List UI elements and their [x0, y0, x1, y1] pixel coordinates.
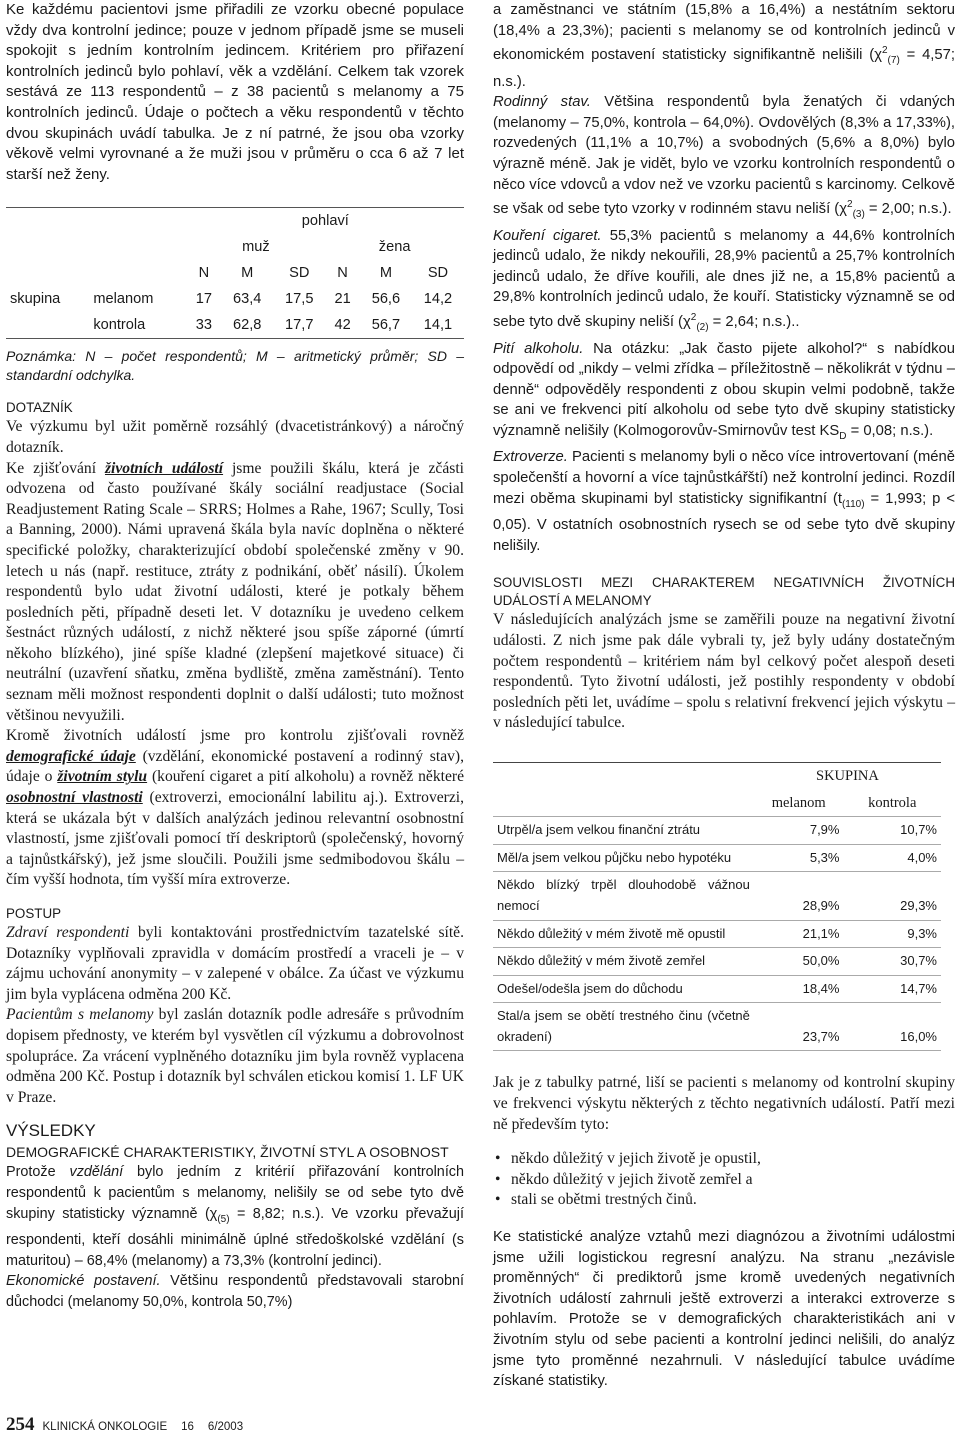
right-p7: Jak je z tabulky patrné, liší se pacienti s melanomy od kontrolní skupiny ve frekvenci výskytu některých z těchto negativních událostí. Patří mezi ně především tyto:: [493, 1074, 955, 1133]
journal-volume: 16: [181, 1421, 194, 1433]
postup-p2: Pacientům s melanomy byl zaslán dotazník podle adresáře s průvodním dopisem přednosty, ve kterém byl vysvětlen cíl výzkumu a dobrovolnost spolupráce. Za vrácení vyplněného dotazníku jim byla rovněž vyplacena odměna 200 Kč. Postup i dotazník byl schválen etickou komisí 1. LF UK v Praze.: [6, 1006, 464, 1106]
vysledky-heading: VÝSLEDKY: [6, 1121, 96, 1141]
table-row: Měl/a jsem velkou půjčku nebo hypotéku 5,3% 4,0%: [493, 844, 941, 872]
table-row: Někdo důležitý v mém životě zemřel 50,0% 30,7%: [493, 948, 941, 976]
right-p2: Rodinný stav. Většina respondentů byla ženatých či vdaných (melanomy – 75,0%, kontrola – 64,0%). Ovdovělých (8,3% a 17,33%), rozvedených (11,1% a 10,7%) a svobodných (5,6% a 8,0%) bylo výrazně méně. Jak je vidět, bylo ve vzorku kontrolních respondentů o něco více vdovců a vdov než ve vzorku pacientů s karcinomy. Celkově se však od sebe tyto vzorky v rodinném stavu neliší ($\chi^2_{(3)} = 2,00$; n.s.).: [493, 94, 955, 221]
table1-cell: 56,6: [371, 291, 401, 308]
dotaznik-p2: Ke zjišťování životních událostí jsme použili škálu, která je zčásti odvozena od často používané škály sociální readjustace (Social Readjustement Rating Scale – SRRS; Holmes a Rahe, 1967; Scully, Tosi a Banning, 2000). Námi upravená škála byla navíc doplněna o některé specifické položky, charakterizující období společenské změny v 90. letech u nás (např. restituce, ztráty z podnikání, oběť násilí). Úkolem respondentů bylo udat životní události, které je potkaly během posledních pěti, případně deseti let. V dotazníku je uvedeno celkem šestnáct různých událostí, z nichž některé jsou spíše záporné (úmrtí někoho blízkého), jiné spíše kladné (zlepšení majetkové situace) či neutrální (uzavření sňatku, změna bydliště, změna zaměstnání). Tento seznam měli možnost respondenti doplnit o další události; tuto možnost většinou nevyužili.: [6, 459, 464, 724]
right-p5: Extroverze. Pacienti s melanomy byli o něco více introvertovaní (méně společenští a hovorní a více tajnůstkářští) než kontrolní jedinci. Rozdíl mezi oběma skupinami byl statisticky signifikantní ($t_{(110)} = 1,993$; p < 0,05). V ostatních osobnostních rysech se od sebe tyto dvě skupiny nelišily.: [493, 449, 955, 554]
table1-cell: 17,7: [285, 317, 314, 334]
table1-cell: 21: [334, 291, 351, 308]
table1-row-name: kontrola: [93, 317, 146, 334]
demo-p1: Protože vzdělání bylo jedním z kritérií přiřazování kontrolních respondentů k pacientům s melanomy, nelišily se od sebe tyto dvě skupiny statisticky významně ($\chi_{(5)} = 8,82$; n.s.). Ve vzorku převažují respondenti, kteří dosáhli minimálně úplné středoškolské vzdělání (s maturitou) – 68,4% (melanomy) a 73,3% (kontrolní jedinci).: [6, 1164, 465, 1269]
dotaznik-p3: Kromě životních událostí jsme pro kontrolu zjišťovali rovněž demografické údaje (vzdělání, ekonomické postavení a rodinný stav), údaje o životním stylu (kouření cigaret a pití alkoholu) a rovněž některé osobnostní vlastnosti (extroverzi, emocionální labilitu aj.). Extroverzi, která se ukázala být v dalších analýzách jedinou relevantní osobnostní vlastností, jsme zjišťovali pomocí tří deskriptorů (společenský, hovorný a tajnůstkářský), jež jsme sloučili. Použili jsme sedmibodovou škálu – čím vyšší hodnota, tím vyšší míra extroverze.: [6, 727, 465, 889]
page-footer: [6, 1414, 243, 1436]
table1-cell: 42: [334, 317, 351, 334]
table1-group-header: pohlaví: [301, 213, 349, 230]
term-zivotni-udalosti: životních událostí: [104, 459, 224, 477]
page-number: 254: [6, 1414, 35, 1435]
right-p3: Kouření cigaret. 55,3% pacientů s melanomy a 44,6% kontrolních jedinců udalo, že nikdy nekouřili, 28,9% pacientů a 25,7% kontrolních jedinců udalo, že dříve kouřili, ale dnes již ne, a 15,8% pacientů a 29,8% kontrolních jedinců udalo, že kouří. Statisticky významně se od sebe tyto dvě skupiny neliší ($\chi^2_{(2)} = 2,64$; n.s.)..: [493, 227, 955, 333]
right-column: [493, 0, 955, 1392]
demo-heading: DEMOGRAFICKÉ CHARAKTERISTIKY, ŽIVOTNÍ STYL A OSOBNOST: [6, 1144, 449, 1161]
souvislosti-heading: SOUVISLOSTI MEZI CHARAKTEREM NEGATIVNÍCH ŽIVOTNÍCH UDÁLOSTÍ A MELANOMY: [493, 575, 955, 609]
table-row: Někdo důležitý v mém životě mě opustil 21,1% 9,3%: [493, 920, 941, 948]
intro-paragraph: Ke každému pacientovi jsme přiřadili ze vzorku obecné populace vždy dva kontrolní jedince; pouze v jednom případě jsme se museli spokojit s jedním kontrolním jedincem. Kritériem pro přiřazení kontrolních jedinců bylo pohlaví, věk a vzdělání. Celkem tak vzorek sestává ze 113 respondentů – z 38 pacientů s melanomy a 75 kontrolních jedinců. Údaje o počtech a věku respondentů v těchto dvou skupinách uvádí tabulka. Je z ní patrné, že jsou oba vzorky věkově velmi vyrovnané a že muži jsou v průměru o cca 6 až 7 let starší než ženy.: [6, 1, 464, 183]
table1-cell: 56,7: [371, 317, 401, 334]
table1-cell: 33: [195, 317, 212, 334]
table1-cell: 17: [195, 291, 212, 308]
table-row: Utrpěl/a jsem velkou finanční ztrátu 7,9% 10,7%: [493, 817, 941, 845]
journal-name: KLINICKÁ ONKOLOGIE: [42, 1421, 168, 1433]
journal-issue: 6/2003: [207, 1421, 244, 1433]
demo-p2: Ekonomické postavení. Většinu respondentů představovali starobní důchodci (melanomy 50,0%, kontrola 50,7%): [6, 1273, 464, 1310]
list-item: • někdo důležitý v jejich životě je opustil,: [493, 1149, 955, 1170]
table1-cell: 17,5: [285, 291, 314, 308]
list-item: • stali se obětmi trestných činů.: [493, 1190, 955, 1211]
right-p6: V následujících analýzách jsme se zaměřili pouze na negativní životní události. Z nich jsme pak dále vybrali ty, jež byly udány dostatečným počtem respondentů – kritériem nám byl celkový počet alespoň deseti respondentů. Tyto životní události, jež postihly respondenty v období posledních pěti let, uvádíme – spolu s relativní frekvencí jejich výskytu – v následující tabulce.: [493, 611, 955, 732]
table1-cell: 14,1: [423, 317, 453, 334]
postup-p1: Zdraví respondenti byli kontaktováni prostřednictvím tazatelské sítě. Dotazníky vyplňovali zpravidla v domácím prostředí a vraceli je – v zájmu uchování anonymity – v zalepené v obálce. Za účast ve výzkumu jim byla vyplácena odměna 200 Kč.: [6, 924, 464, 1003]
list-item: • někdo důležitý v jejich životě zemřel a: [493, 1170, 955, 1191]
left-column: [6, 0, 464, 1312]
respondents-table: [6, 207, 464, 339]
table-row: Stal/a jsem se obětí trestného činu (včetně okradení) 23,7% 16,0%: [493, 1003, 941, 1051]
events-list: [493, 1149, 955, 1211]
table1-col: M: [379, 265, 392, 282]
table1-row-name: melanom: [93, 291, 154, 308]
dotaznik-p1: Ve výzkumu byl užit poměrně rozsáhlý (dvacetistránkový) a náročný dotazník.: [6, 418, 464, 456]
table-row: Odešel/odešla jsem do důchodu 18,4% 14,7%: [493, 975, 941, 1003]
life-events-table: [493, 762, 941, 1052]
table1-cell: 14,2: [423, 291, 453, 308]
table1-col: SD: [289, 265, 310, 282]
right-p8: Ke statistické analýze vztahů mezi diagnózou a životními událostmi jsme užili logistickou regresní analýzu. Na stranu „nezávisle proměnných“ či prediktorů jsme kromě uvedených negativních životních událostí zahrnuli ještě extroverzi a interakci extroverze s pohlavím. Protože se v demografických charakteristikách ani v životním stylu od sebe pacienti a kontrolní jedinci nelišili, do analýz jsme tyto proměnné nezahrnuli. V následující tabulce uvádíme získané statistiky.: [493, 1229, 955, 1390]
table2-col-kontrola: kontrola: [843, 790, 941, 817]
table1-col: SD: [427, 265, 449, 282]
table1-col: N: [337, 265, 348, 282]
table1-col: M: [241, 265, 254, 282]
table1-header-zena: žena: [378, 239, 411, 256]
table1-cell: 62,8: [233, 317, 262, 334]
table1-note: Poznámka: N – počet respondentů; M – aritmetický průměr; SD – standardní odchylka.: [6, 348, 464, 384]
right-p4: Pití alkoholu. Na otázku: „Jak často pijete alkohol?“ s nabídkou odpovědí od „nikdy – velmi zřídka – příležitostně – několikrát v týdnu – denně“ odpověděly respondenti z obou skupin velmi podobně, takže se ani ve frekvenci pití alkoholu od sebe tyto dvě skupiny statisticky významně nelišily (Kolmogorovův-Smirnovův test $KS_D = 0,08$; n.s.).: [493, 340, 955, 442]
dotaznik-heading: DOTAZNÍK: [6, 400, 73, 416]
table-row: [6, 312, 464, 339]
table2-group-header: SKUPINA: [816, 767, 879, 784]
table1-cell: 63,4: [233, 291, 262, 308]
table2-col-melanom: melanom: [754, 790, 844, 817]
table1-header-muz: muž: [242, 239, 270, 256]
postup-heading: POSTUP: [6, 906, 62, 921]
table-row: [6, 286, 464, 312]
table1-row-label: skupina: [10, 291, 61, 308]
table1-col: N: [198, 265, 210, 282]
right-p1: a zaměstnanci ve státním (15,8% a 16,4%) a nestátním sektoru (18,4% a 23,3%); pacienti s melanomy se od kontrolních jedinců v ekonomickém postavení statisticky signifikantně nelišili ($\chi^2_{(7)} = 4,57$; n.s.).: [493, 2, 955, 90]
table-row: Někdo blízký trpěl dlouhodobě vážnou nemocí 28,9% 29,3%: [493, 872, 941, 920]
